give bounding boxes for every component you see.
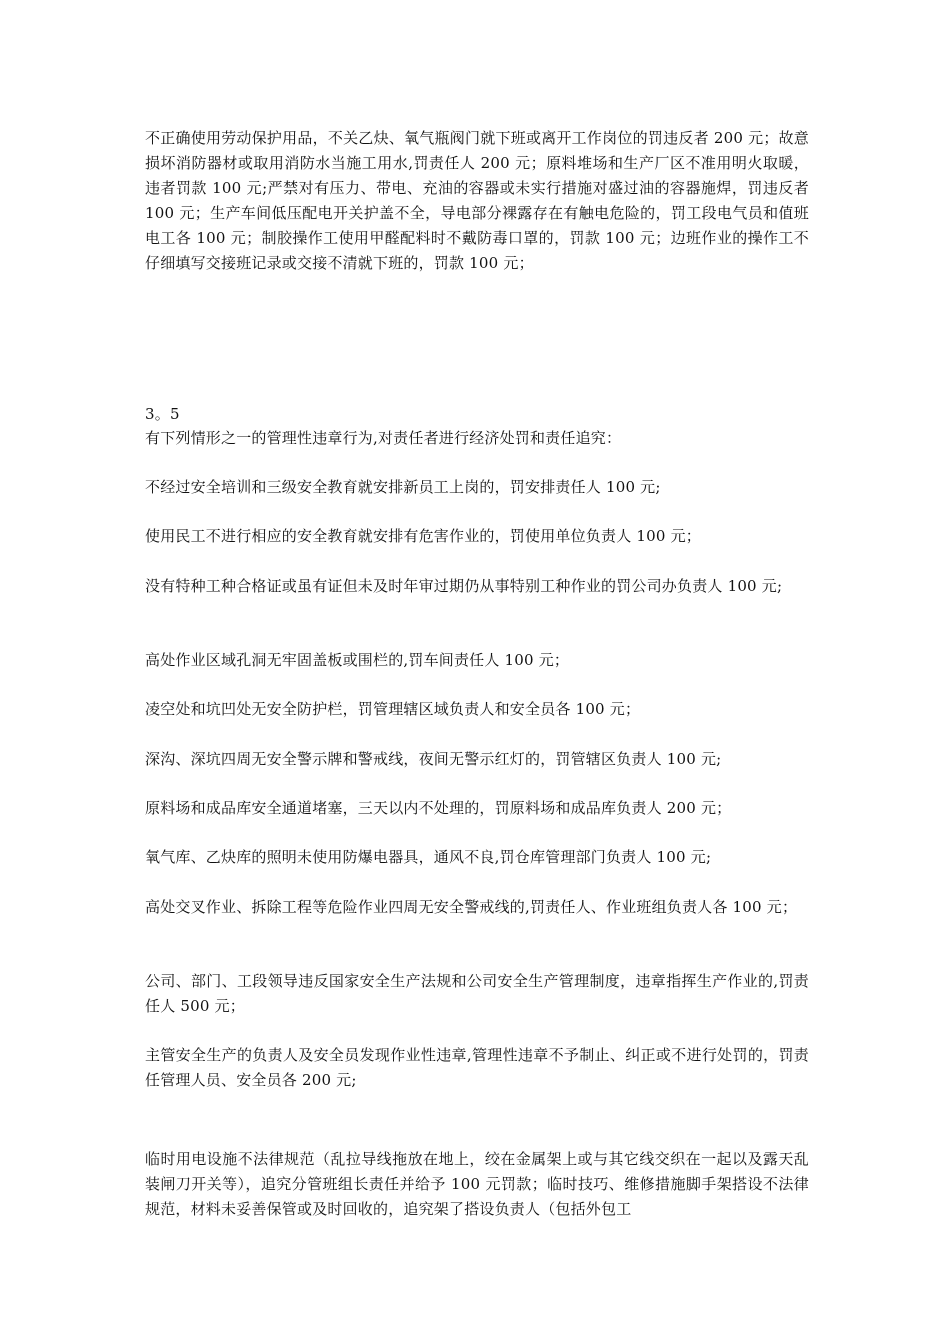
rule-item: 没有特种工种合格证或虽有证但未及时年审过期仍从事特别工种作业的罚公司办负责人 100 元; <box>145 577 783 595</box>
bottom-paragraph: 临时用电设施不法律规范（乱拉导线拖放在地上，绞在金属架上或与其它线交织在一起以及露天乱装闸刀开关等），追究分管班组长责任并给予 100 元罚款；临时技巧、维修措施脚手架搭设不法律规范，材料未妥善保管或及时回收的，追究架了搭设负责人（包括外包工 <box>145 1150 809 1218</box>
rule-item: 不经过安全培训和三级安全教育就安排新员工上岗的，罚安排责任人 100 元; <box>145 478 661 496</box>
rule-item: 公司、部门、工段领导违反国家安全生产法规和公司安全生产管理制度，违章指挥生产作业的,罚责任人 500 元； <box>145 972 809 1015</box>
top-paragraph: 不正确使用劳动保护用品，不关乙炔、氧气瓶阀门就下班或离开工作岗位的罚违反者 200 元；故意损坏消防器材或取用消防水当施工用水,罚责任人 200 元；原料堆场和生产厂区不准用明火取暖，违者罚款 100 元;严禁对有压力、带电、充油的容器或未实行措施对盛过油的容器施焊，罚违反者 100 元；生产车间低压配电开关护盖不全，导电部分裸露存在有触电危险的，罚工段电气员和值班电工各 100 元；制胶操作工使用甲醛配料时不戴防毒口罩的，罚款 100 元；边班作业的操作工不仔细填写交接班记录或交接不清就下班的，罚款 100 元； <box>145 129 809 272</box>
rule-item: 氧气库、乙炔库的照明未使用防爆电器具，通风不良,罚仓库管理部门负责人 100 元; <box>145 848 712 866</box>
section-intro: 有下列情形之一的管理性违章行为,对责任者进行经济处罚和责任追究： <box>145 429 622 447</box>
rule-item: 凌空处和坑凹处无安全防护栏，罚管理辖区域负责人和安全员各 100 元； <box>145 700 641 718</box>
rule-item: 使用民工不进行相应的安全教育就安排有危害作业的，罚使用单位负责人 100 元； <box>145 527 701 545</box>
rule-item: 高处作业区域孔洞无牢固盖板或围栏的,罚车间责任人 100 元； <box>145 651 570 669</box>
rule-item: 深沟、深坑四周无安全警示牌和警戒线，夜间无警示红灯的，罚管辖区负责人 100 元; <box>145 750 722 768</box>
rule-item: 高处交叉作业、拆除工程等危险作业四周无安全警戒线的,罚责任人、作业班组负责人各 100 元； <box>145 898 798 916</box>
rule-item: 原料场和成品库安全通道堵塞，三天以内不处理的，罚原料场和成品库负责人 200 元； <box>145 799 732 817</box>
section-number: 3。5 <box>145 405 180 423</box>
rule-item: 主管安全生产的负责人及安全员发现作业性违章,管理性违章不予制止、纠正或不进行处罚的，罚责任管理人员、安全员各 200 元; <box>145 1046 809 1089</box>
